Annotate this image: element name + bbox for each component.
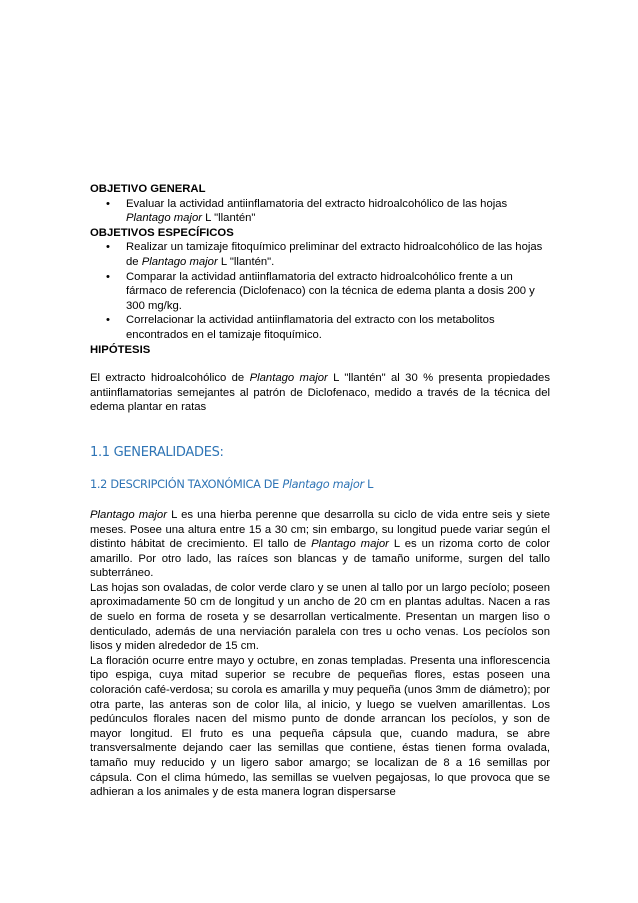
description-paragraph-3: La floración ocurre entre mayo y octubre, en zonas templadas. Presenta una inflorescencia tipo espiga, cuya mitad superior se recubre de pequeñas flores, estas poseen una coloración café-verdosa; su corola es amarilla y muy pequeña (unos 3mm de diámetro); por otra parte, las anteras son de color lila, al inicio, y luego se vuelven amarillentas. Los pedúnculos florales nacen del mismo punto de donde arrancan los pecíolos, y son de mayor longitud. El fruto es una pequeña cápsula que, cuando madura, se abre transversalmente dejando caer las semillas que contiene, éstas tienen forma ovalada, tamaño muy reducido y un ligero sabor amargo; se localizan de 8 a 16 semillas por cápsula. Con el clima húmedo, las semillas se vuelven pegajosas, lo que provoca que se adhieran a los animales y de esta manera logran dispersarse [90,654,550,799]
species-name: Plantago major [282,477,364,491]
objetivos-especificos-heading: OBJETIVOS ESPECÍFICOS [90,226,234,239]
objetivo-especifico-item-3: • Correlacionar la actividad antiinflamatoria del extracto con los metabolitos encontrados en el tamizaje fitoquímico. [90,313,550,342]
objetivo-general-heading: OBJETIVO GENERAL [90,183,206,195]
hipotesis-paragraph: El extracto hidroalcohólico de Plantago major L "llantén" al 30 % presenta propiedades antiinflamatorias semejantes al patrón de Diclofenaco, medido a través de la técnica del edema plantar en ratas [90,372,550,414]
description-paragraph-1: Plantago major L es una hierba perenne que desarrolla su ciclo de vida entre seis y siete meses. Posee una altura entre 15 a 30 cm; sin embargo, su longitud puede variar según el distinto hábitat de crecimiento. El tallo de Plantago major L es un rizoma corto de color amarillo. Por otro lado, las raíces son blancas y de tamaño uniforme, surgen del tallo subterráneo. [90,508,551,580]
section-generalidades-title: 1.1 GENERALIDADES: [90,444,224,460]
species-name: Plantago major [141,255,218,268]
description-paragraph-2: Las hojas son ovaladas, de color verde claro y se unen al tallo por un largo pecíolo; poseen aproximadamente 50 cm de longitud y un ancho de 20 cm en plantas adultas. Nacen a ras de suelo en forma de roseta y se desarrollan verticalmente. Presentan un margen liso o denticulado, además de una nerviación paralela con tres u ocho venas. Los pecíolos son lisos y miden alrededor de 15 cm. [90,581,550,653]
objetivo-general-list [90,197,550,226]
species-name: Plantago major [249,372,328,385]
objetivo-general-item: • Evaluar la actividad antiinflamatoria del extracto hidroalcohólico de las hojas Plantago major L "llantén" [90,197,550,226]
document-body [90,182,550,800]
species-name: Plantago major [126,212,202,225]
hipotesis-heading: HIPÓTESIS [90,343,151,356]
objetivo-especifico-item-1: • Realizar un tamizaje fitoquímico preliminar del extracto hidroalcohólico de las hojas de Plantago major L "llantén". [90,240,550,269]
objetivos-especificos-list [90,240,550,342]
species-name: Plantago major [311,538,389,551]
section-taxonomia-title: 1.2 DESCRIPCIÓN TAXONÓMICA DE Plantago major L [90,477,374,491]
objetivo-especifico-item-2: • Comparar la actividad antiinflamatoria del extracto hidroalcohólico frente a un fármaco de referencia (Diclofenaco) con la técnica de edema planta a dosis 200 y 300 mg/kg. [90,270,550,314]
species-name: Plantago major [90,508,167,521]
